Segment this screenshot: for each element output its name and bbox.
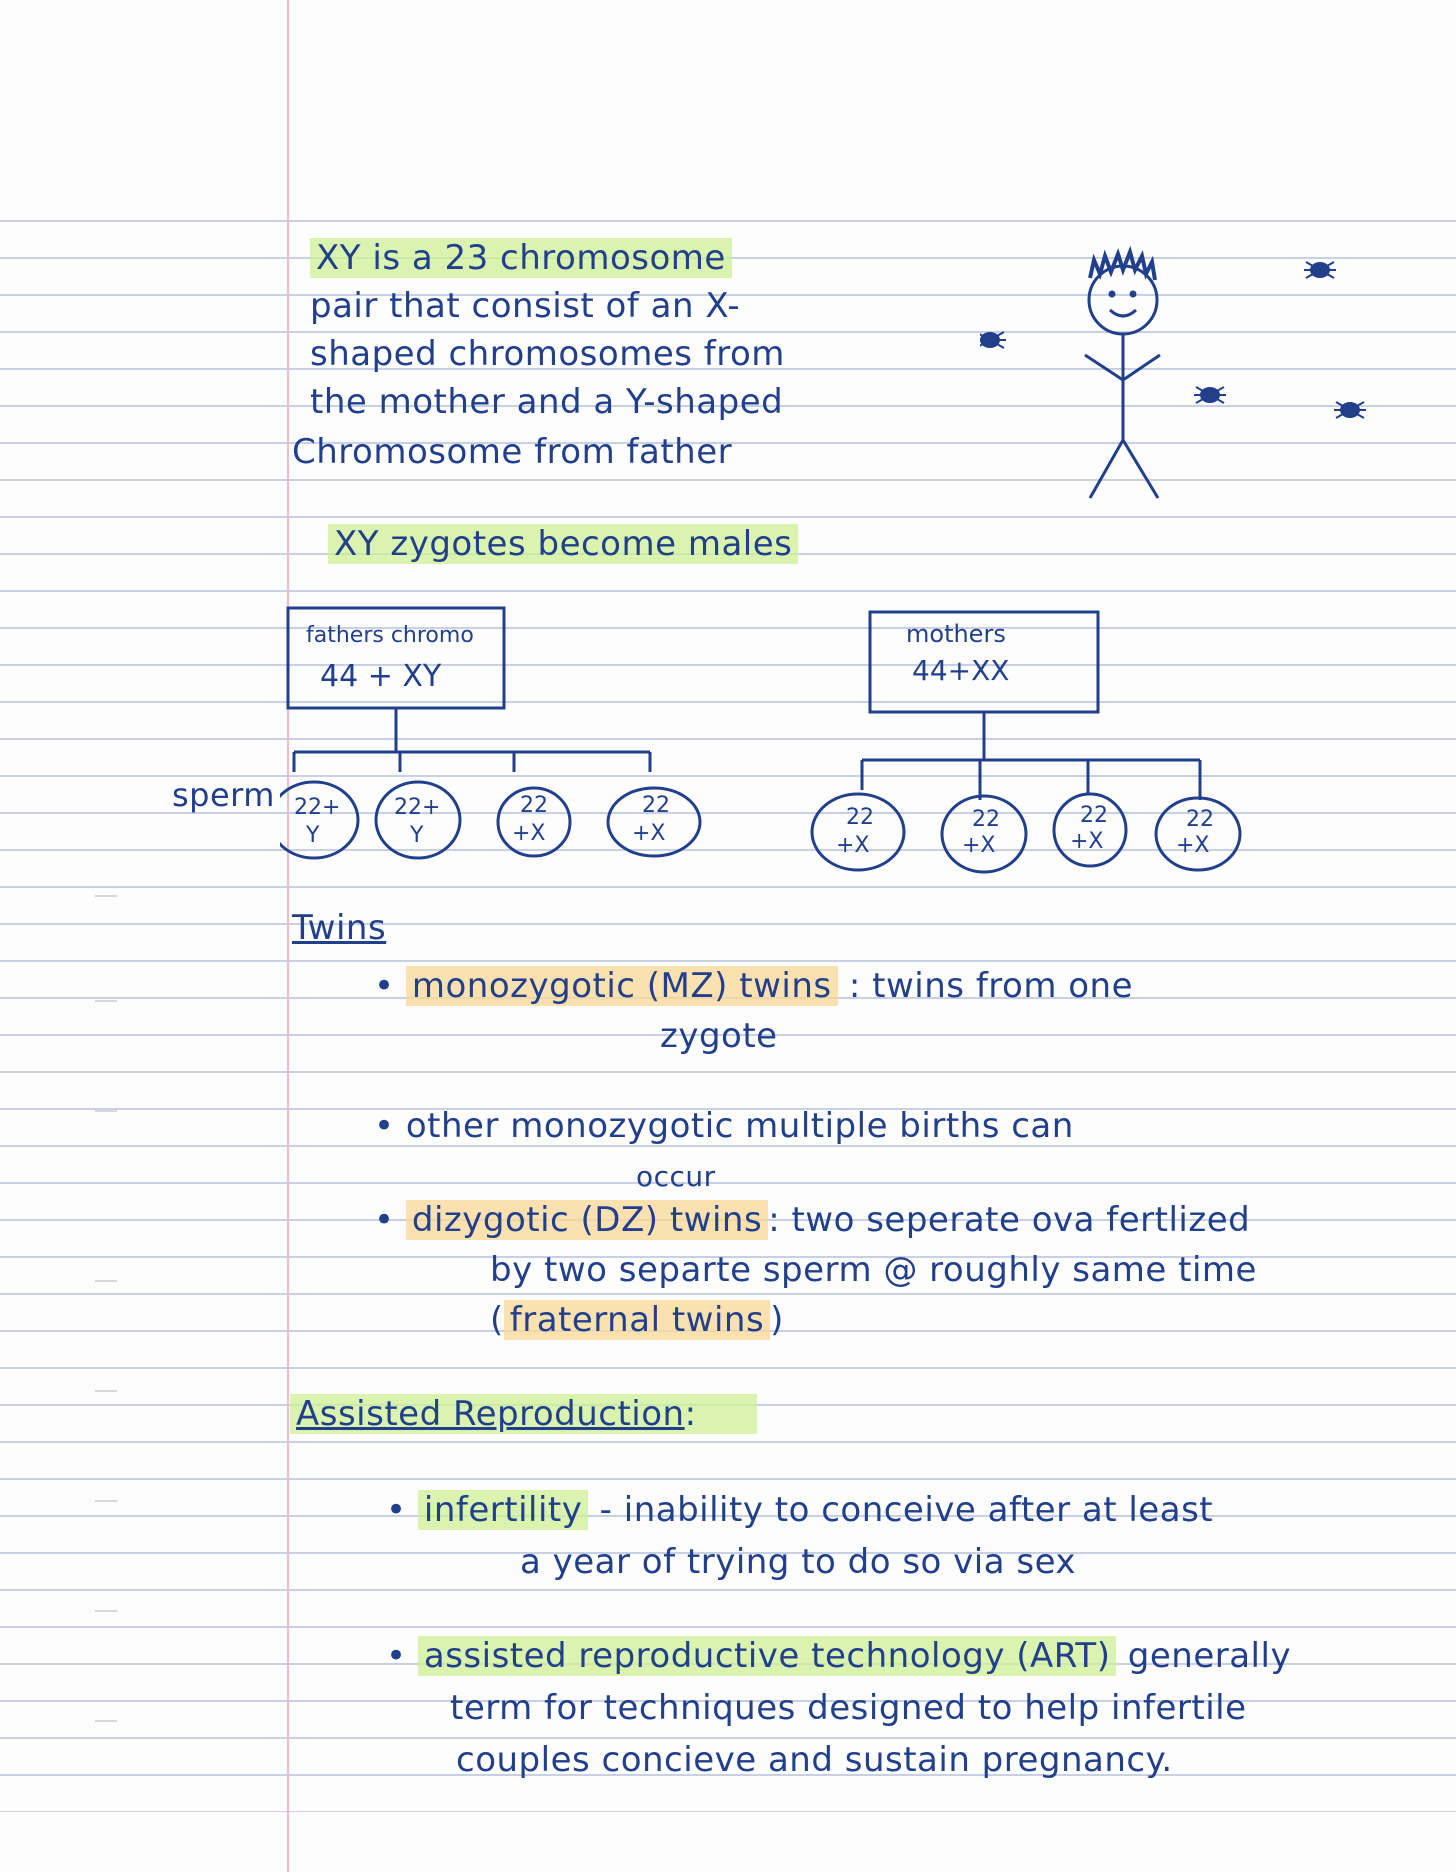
assisted-bullet-2-line-3: couples concieve and sustain pregnancy. (456, 1740, 1173, 1780)
intro-line-4: the mother and a Y-shaped (310, 382, 784, 422)
bullet-dot: • (386, 1636, 418, 1676)
sperm-cell-4-top: 22 (642, 793, 670, 818)
egg-cell-4-top: 22 (1186, 807, 1214, 832)
sperm-cell-1-bottom: Y (306, 823, 320, 848)
father-box-title: fathers chromo (306, 623, 474, 648)
intro-line-3: shaped chromosomes from (310, 334, 785, 374)
egg-cell-1-top: 22 (846, 805, 874, 830)
father-box-value: 44 + XY (320, 659, 442, 694)
sperm-cell-1-top: 22+ (294, 795, 341, 820)
sperm-cell-2-top: 22+ (394, 795, 441, 820)
spider-icons (980, 244, 1366, 458)
twins-bullet-1: • monozygotic (MZ) twins : twins from one (374, 966, 1134, 1006)
twins-bullet-3-line-3: ( fraternal twins ) (490, 1300, 784, 1340)
margin-line (287, 0, 289, 1872)
intro-line-2: pair that consist of an X- (310, 286, 741, 326)
sperm-cell-4-bottom: +X (632, 821, 666, 846)
egg-cell-3-top: 22 (1080, 803, 1108, 828)
sperm-cell-2-bottom: Y (410, 823, 424, 848)
zygote-note: XY zygotes become males (328, 524, 798, 564)
sperm-cell-3-bottom: +X (512, 821, 546, 846)
twins-bullet-1-cont: zygote (660, 1016, 778, 1056)
mother-box-title: mothers (906, 620, 1006, 648)
sperm-cell-3-top: 22 (520, 793, 548, 818)
page-footer-blank (0, 1812, 1456, 1872)
sperm-label: sperm (172, 776, 275, 814)
twins-bullet-2: • other monozygotic multiple births can (374, 1106, 1074, 1146)
page-header-blank (0, 0, 1456, 218)
egg-cell-4-bottom: +X (1176, 833, 1210, 858)
twins-bullet-3-line-2: by two separte sperm @ roughly same time (490, 1250, 1257, 1290)
egg-cell-2-top: 22 (972, 807, 1000, 832)
assisted-heading: Assisted Reproduction: (290, 1394, 757, 1434)
assisted-bullet-2-line-2: term for techniques designed to help infertile (450, 1688, 1247, 1728)
assisted-bullet-1: • infertility - inability to conceive after at least (386, 1490, 1214, 1530)
twins-bullet-3: • dizygotic (DZ) twins : two seperate ova fertlized (374, 1200, 1251, 1240)
bullet-dot: • (374, 1200, 406, 1240)
bullet-dot: • (374, 966, 406, 1006)
intro-line-1: XY is a 23 chromosome (310, 238, 732, 278)
assisted-bullet-2: • assisted reproductive technology (ART) generally (386, 1636, 1292, 1676)
doodle-stick-figure (980, 230, 1400, 510)
bullet-dot: • (386, 1490, 418, 1530)
mother-box-value: 44+XX (912, 654, 1010, 687)
twins-bullet-2-cont: occur (636, 1160, 716, 1193)
assisted-bullet-1-line-2: a year of trying to do so via sex (520, 1542, 1077, 1582)
twins-heading: Twins (292, 908, 387, 948)
intro-line-5: Chromosome from father (292, 432, 733, 472)
bullet-dot: • (374, 1106, 406, 1146)
chromosome-diagram (280, 600, 1260, 890)
egg-cell-2-bottom: +X (962, 833, 996, 858)
egg-cell-3-bottom: +X (1070, 829, 1104, 854)
egg-cell-1-bottom: +X (836, 833, 870, 858)
